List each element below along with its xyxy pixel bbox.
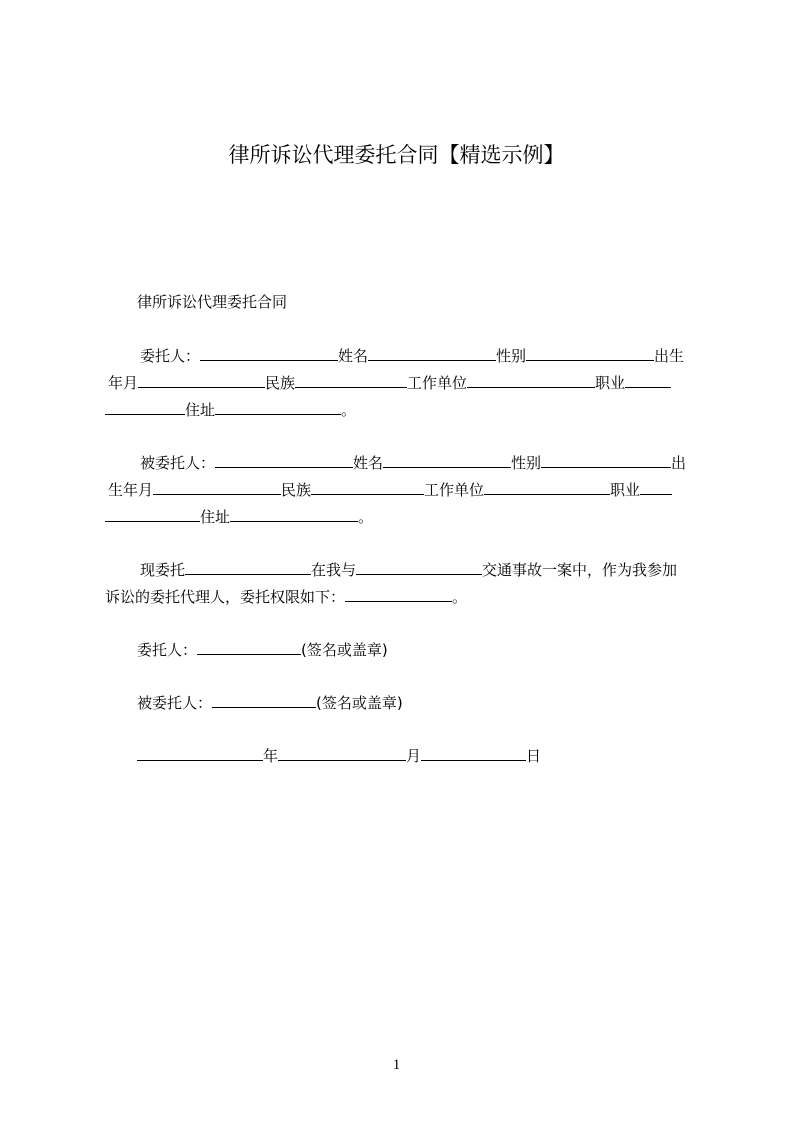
agent-address-label: 住址 [200,508,231,526]
principal-signature-blank[interactable] [197,639,301,655]
agent-signature-label: 被委托人： [137,694,213,712]
agent-signature-note: (签名或盖章) [316,694,403,712]
agent-occupation-label: 职业 [610,481,641,499]
principal-label: 委托人： [140,347,201,365]
principal-occupation-label: 职业 [595,374,626,392]
principal-line-3 [105,399,356,420]
principal-name-blank[interactable] [368,345,496,361]
document-subtitle: 律所诉讼代理委托合同 [137,293,288,311]
agent-gender-blank[interactable] [541,452,671,468]
principal-employer-label: 工作单位 [407,374,468,392]
agent-birth-label-1: 出 [671,454,687,472]
agent-ethnicity-blank[interactable] [311,479,424,495]
mandate-line-1 [140,559,677,580]
agent-employer-label: 工作单位 [424,481,485,499]
agent-name-blank[interactable] [383,452,511,468]
principal-signature-line [137,639,388,660]
mandate-party-blank[interactable] [356,559,482,575]
principal-employer-blank[interactable] [467,372,595,388]
agent-gender-label: 性别 [511,454,542,472]
agent-address-blank[interactable] [230,506,358,522]
principal-address-blank[interactable] [215,399,341,415]
principal-occupation-blank-2[interactable] [105,399,185,415]
agent-label: 被委托人： [140,454,216,472]
principal-ethnicity-blank[interactable] [295,372,407,388]
mandate-part-3: 交通事故一案中，作为我参加 [482,561,678,579]
mandate-agent-blank[interactable] [185,559,311,575]
principal-end-mark: 。 [341,401,357,419]
agent-ethnicity-label: 民族 [281,481,312,499]
date-line [137,745,541,766]
mandate-part-2: 在我与 [311,561,357,579]
agent-name-label: 姓名 [353,454,384,472]
mandate-end-mark: 。 [452,588,468,606]
mandate-authority-blank[interactable] [345,586,452,602]
agent-birth-blank[interactable] [153,479,281,495]
principal-birth-label-1: 出生 [654,347,685,365]
principal-birth-label-2: 年月 [108,374,139,392]
date-day-label: 日 [526,747,542,765]
principal-occupation-blank-1[interactable] [625,372,671,388]
agent-employer-blank[interactable] [484,479,610,495]
principal-signature-label: 委托人： [137,641,198,659]
agent-occupation-blank-1[interactable] [640,479,672,495]
agent-signature-line [137,692,403,713]
principal-name-label: 姓名 [338,347,369,365]
principal-gender-blank[interactable] [526,345,654,361]
document-title: 律所诉讼代理委托合同【精选示例】 [228,143,565,167]
date-day-blank[interactable] [421,745,526,761]
mandate-part-1: 现委托 [140,561,186,579]
date-year-label: 年 [263,747,279,765]
mandate-line-2 [105,586,467,607]
principal-line-2 [108,372,671,393]
agent-line-1 [140,452,686,473]
date-month-blank[interactable] [278,745,406,761]
principal-blank[interactable] [200,345,338,361]
principal-signature-note: (签名或盖章) [301,641,388,659]
principal-ethnicity-label: 民族 [265,374,296,392]
page-number: 1 [392,1057,401,1073]
principal-line-1 [140,345,684,366]
principal-gender-label: 性别 [496,347,527,365]
date-year-blank[interactable] [137,745,263,761]
agent-birth-label-2: 生年月 [108,481,154,499]
agent-line-3 [105,506,373,527]
agent-signature-blank[interactable] [212,692,316,708]
principal-birth-blank[interactable] [138,372,265,388]
mandate-part-4: 诉讼的委托代理人，委托权限如下： [105,588,346,606]
date-month-label: 月 [406,747,422,765]
agent-blank[interactable] [215,452,353,468]
agent-line-2 [108,479,672,500]
agent-end-mark: 。 [358,508,374,526]
principal-address-label: 住址 [185,401,216,419]
agent-occupation-blank-2[interactable] [105,506,200,522]
